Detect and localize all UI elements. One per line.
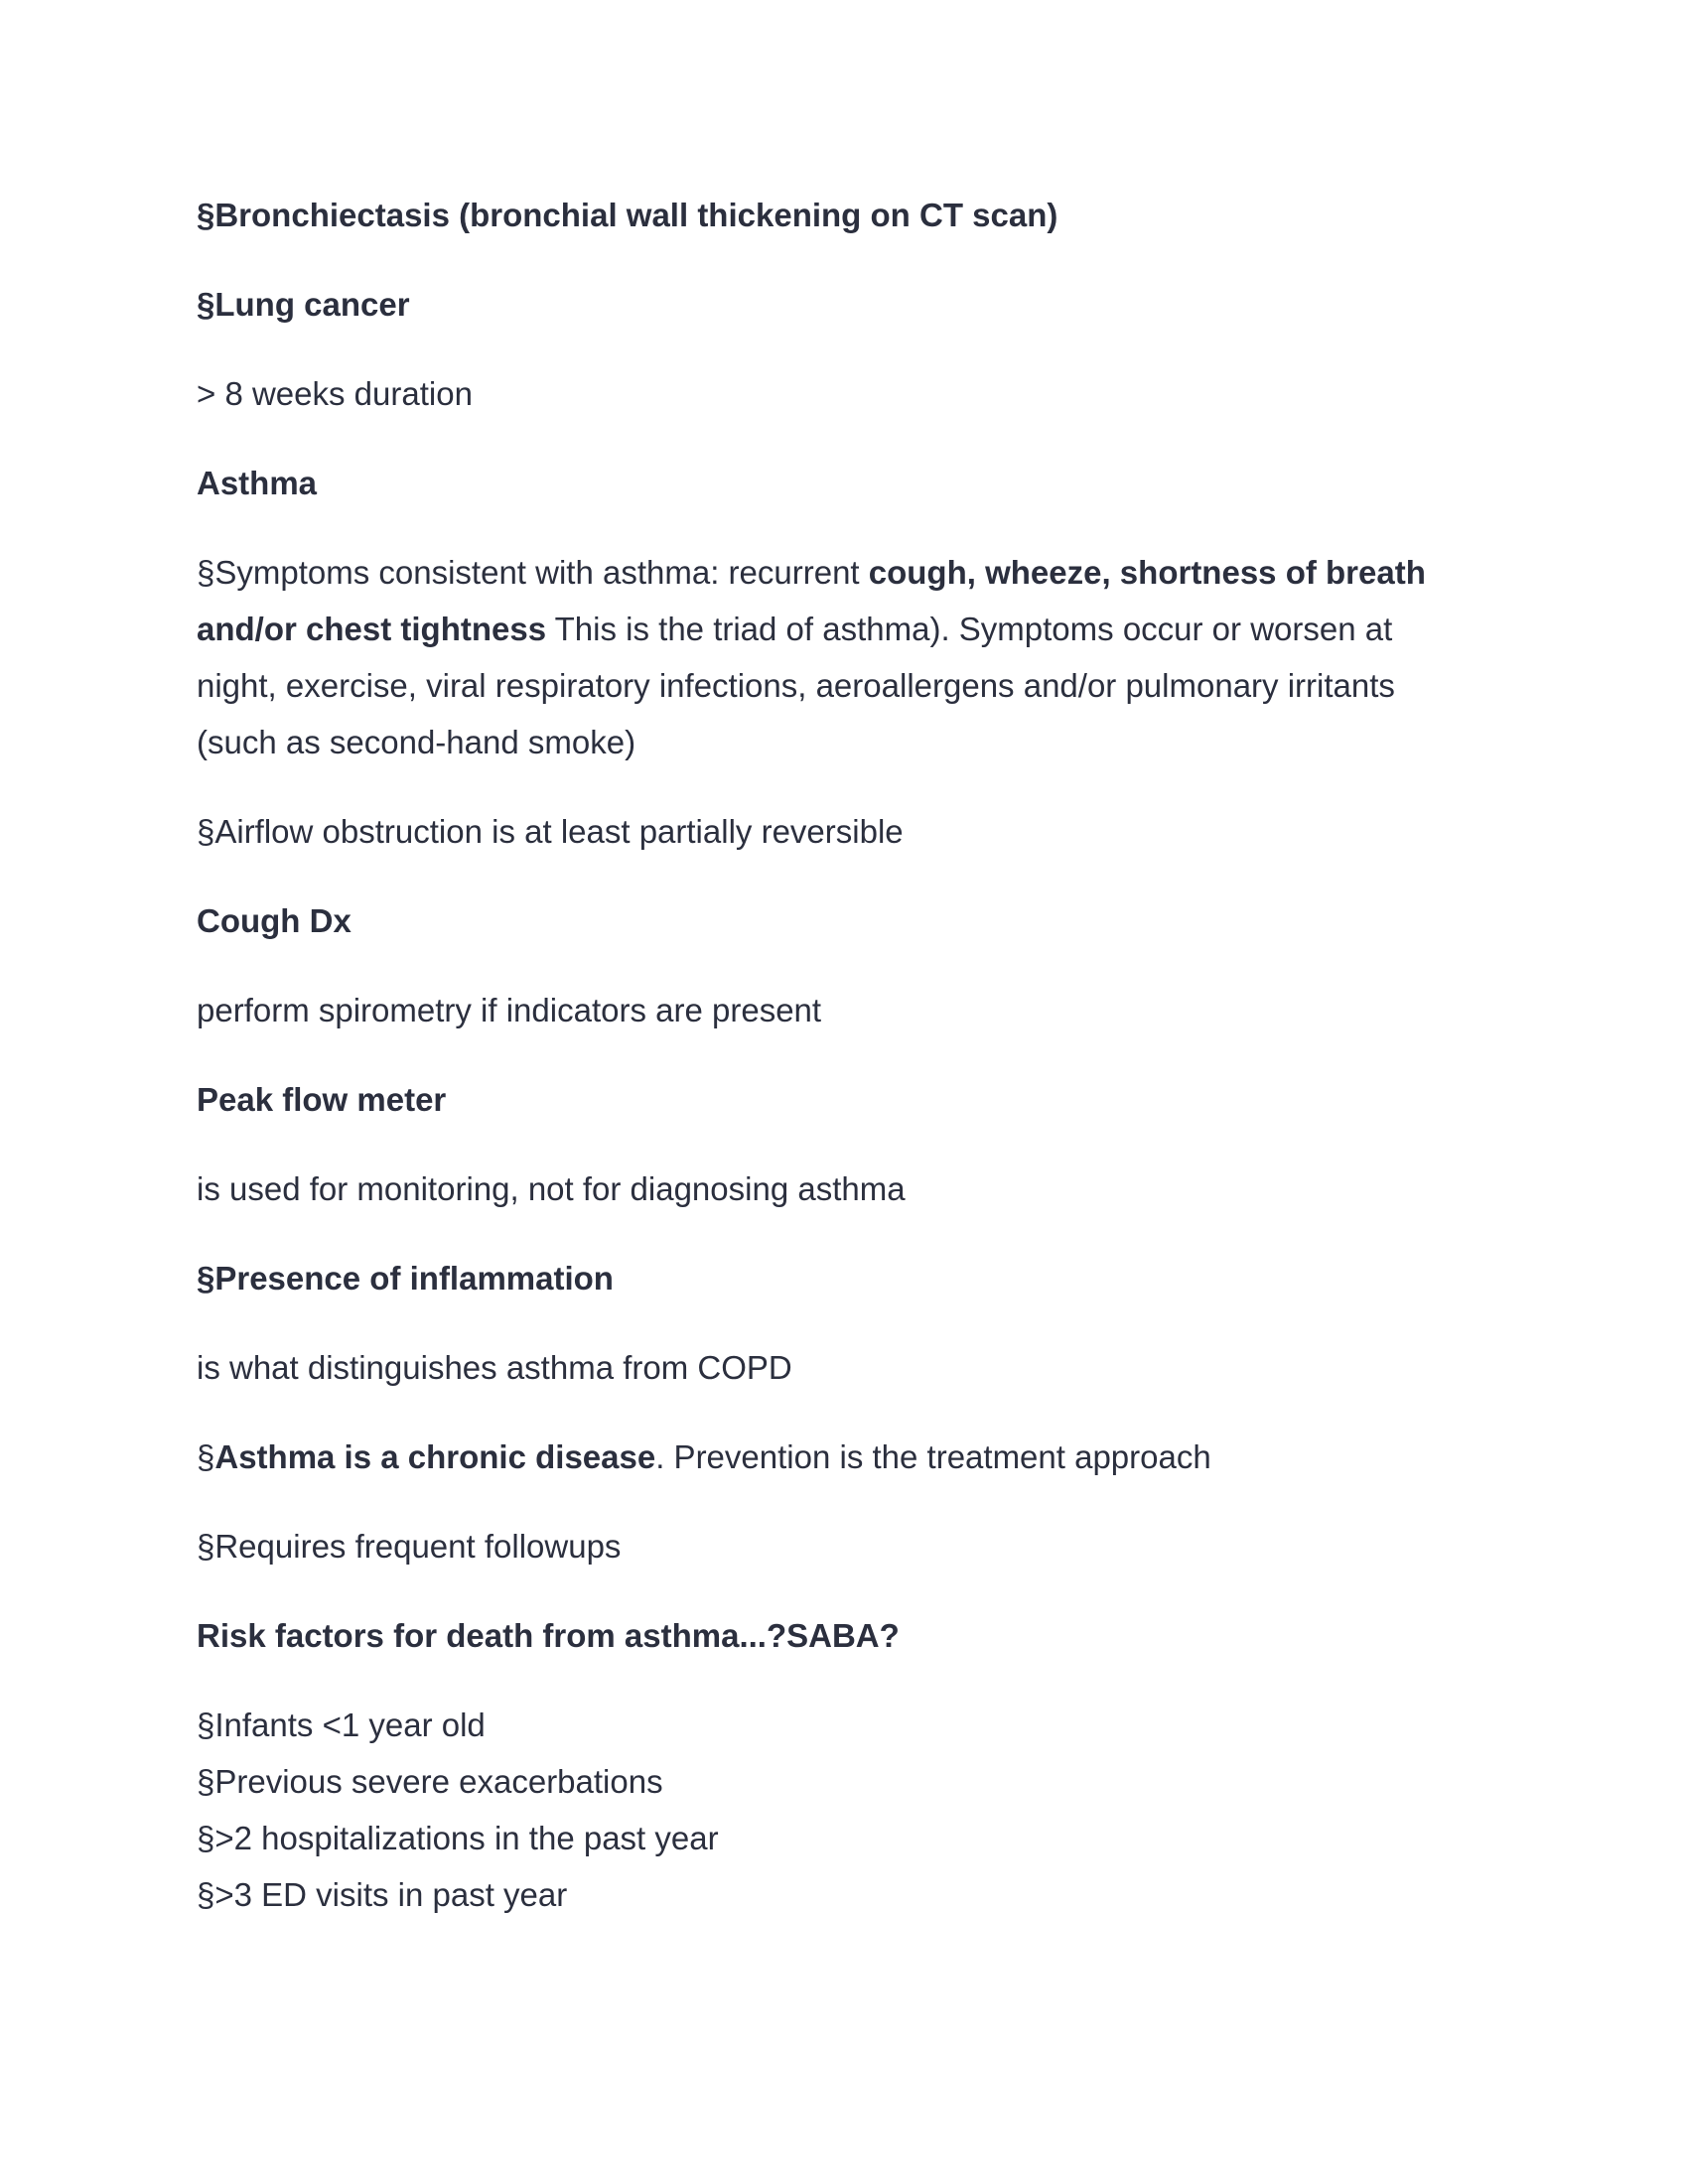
heading-cough-dx: Cough Dx <box>197 902 352 939</box>
symptoms-line-4: (such as second-hand smoke) <box>197 724 636 760</box>
list-item: §Previous severe exacerbations <box>197 1763 663 1800</box>
list-item: §Infants <1 year old <box>197 1706 486 1743</box>
heading-peak-flow-meter: Peak flow meter <box>197 1081 447 1118</box>
paragraph-copd: is what distinguishes asthma from COPD <box>197 1349 792 1386</box>
heading-bronchiectasis: §Bronchiectasis (bronchial wall thickening on CT scan) <box>197 197 1058 233</box>
symptoms-text: §Symptoms consistent with asthma: recurrent <box>197 554 869 591</box>
symptoms-line-2 <box>197 610 1392 649</box>
paragraph-airflow: §Airflow obstruction is at least partially reversible <box>197 813 904 850</box>
symptoms-line-3: night, exercise, viral respiratory infections, aeroallergens and/or pulmonary irritants <box>197 667 1395 704</box>
heading-risk-factors: Risk factors for death from asthma...?SABA? <box>197 1617 900 1654</box>
paragraph-spirometry: perform spirometry if indicators are present <box>197 992 822 1028</box>
list-item: §>3 ED visits in past year <box>197 1876 568 1913</box>
symptoms-line-1 <box>197 553 1426 593</box>
heading-asthma: Asthma <box>197 465 318 501</box>
paragraph-chronic-disease <box>197 1437 1211 1477</box>
symptoms-triad-bold-cont: and/or chest tightness <box>197 611 547 647</box>
chronic-disease-rest: . Prevention is the treatment approach <box>655 1438 1211 1475</box>
list-item: §>2 hospitalizations in the past year <box>197 1820 719 1856</box>
symptoms-triad-bold: cough, wheeze, shortness of breath <box>868 554 1426 591</box>
heading-lung-cancer: §Lung cancer <box>197 286 410 323</box>
section-mark: § <box>197 1438 215 1475</box>
paragraph-peak-flow-use: is used for monitoring, not for diagnosing asthma <box>197 1170 906 1207</box>
paragraph-followups: §Requires frequent followups <box>197 1528 622 1565</box>
heading-inflammation: §Presence of inflammation <box>197 1260 614 1297</box>
paragraph-duration: > 8 weeks duration <box>197 375 473 412</box>
chronic-disease-bold: Asthma is a chronic disease <box>214 1438 656 1475</box>
symptoms-text-cont: This is the triad of asthma). Symptoms occur or worsen at <box>546 611 1393 647</box>
